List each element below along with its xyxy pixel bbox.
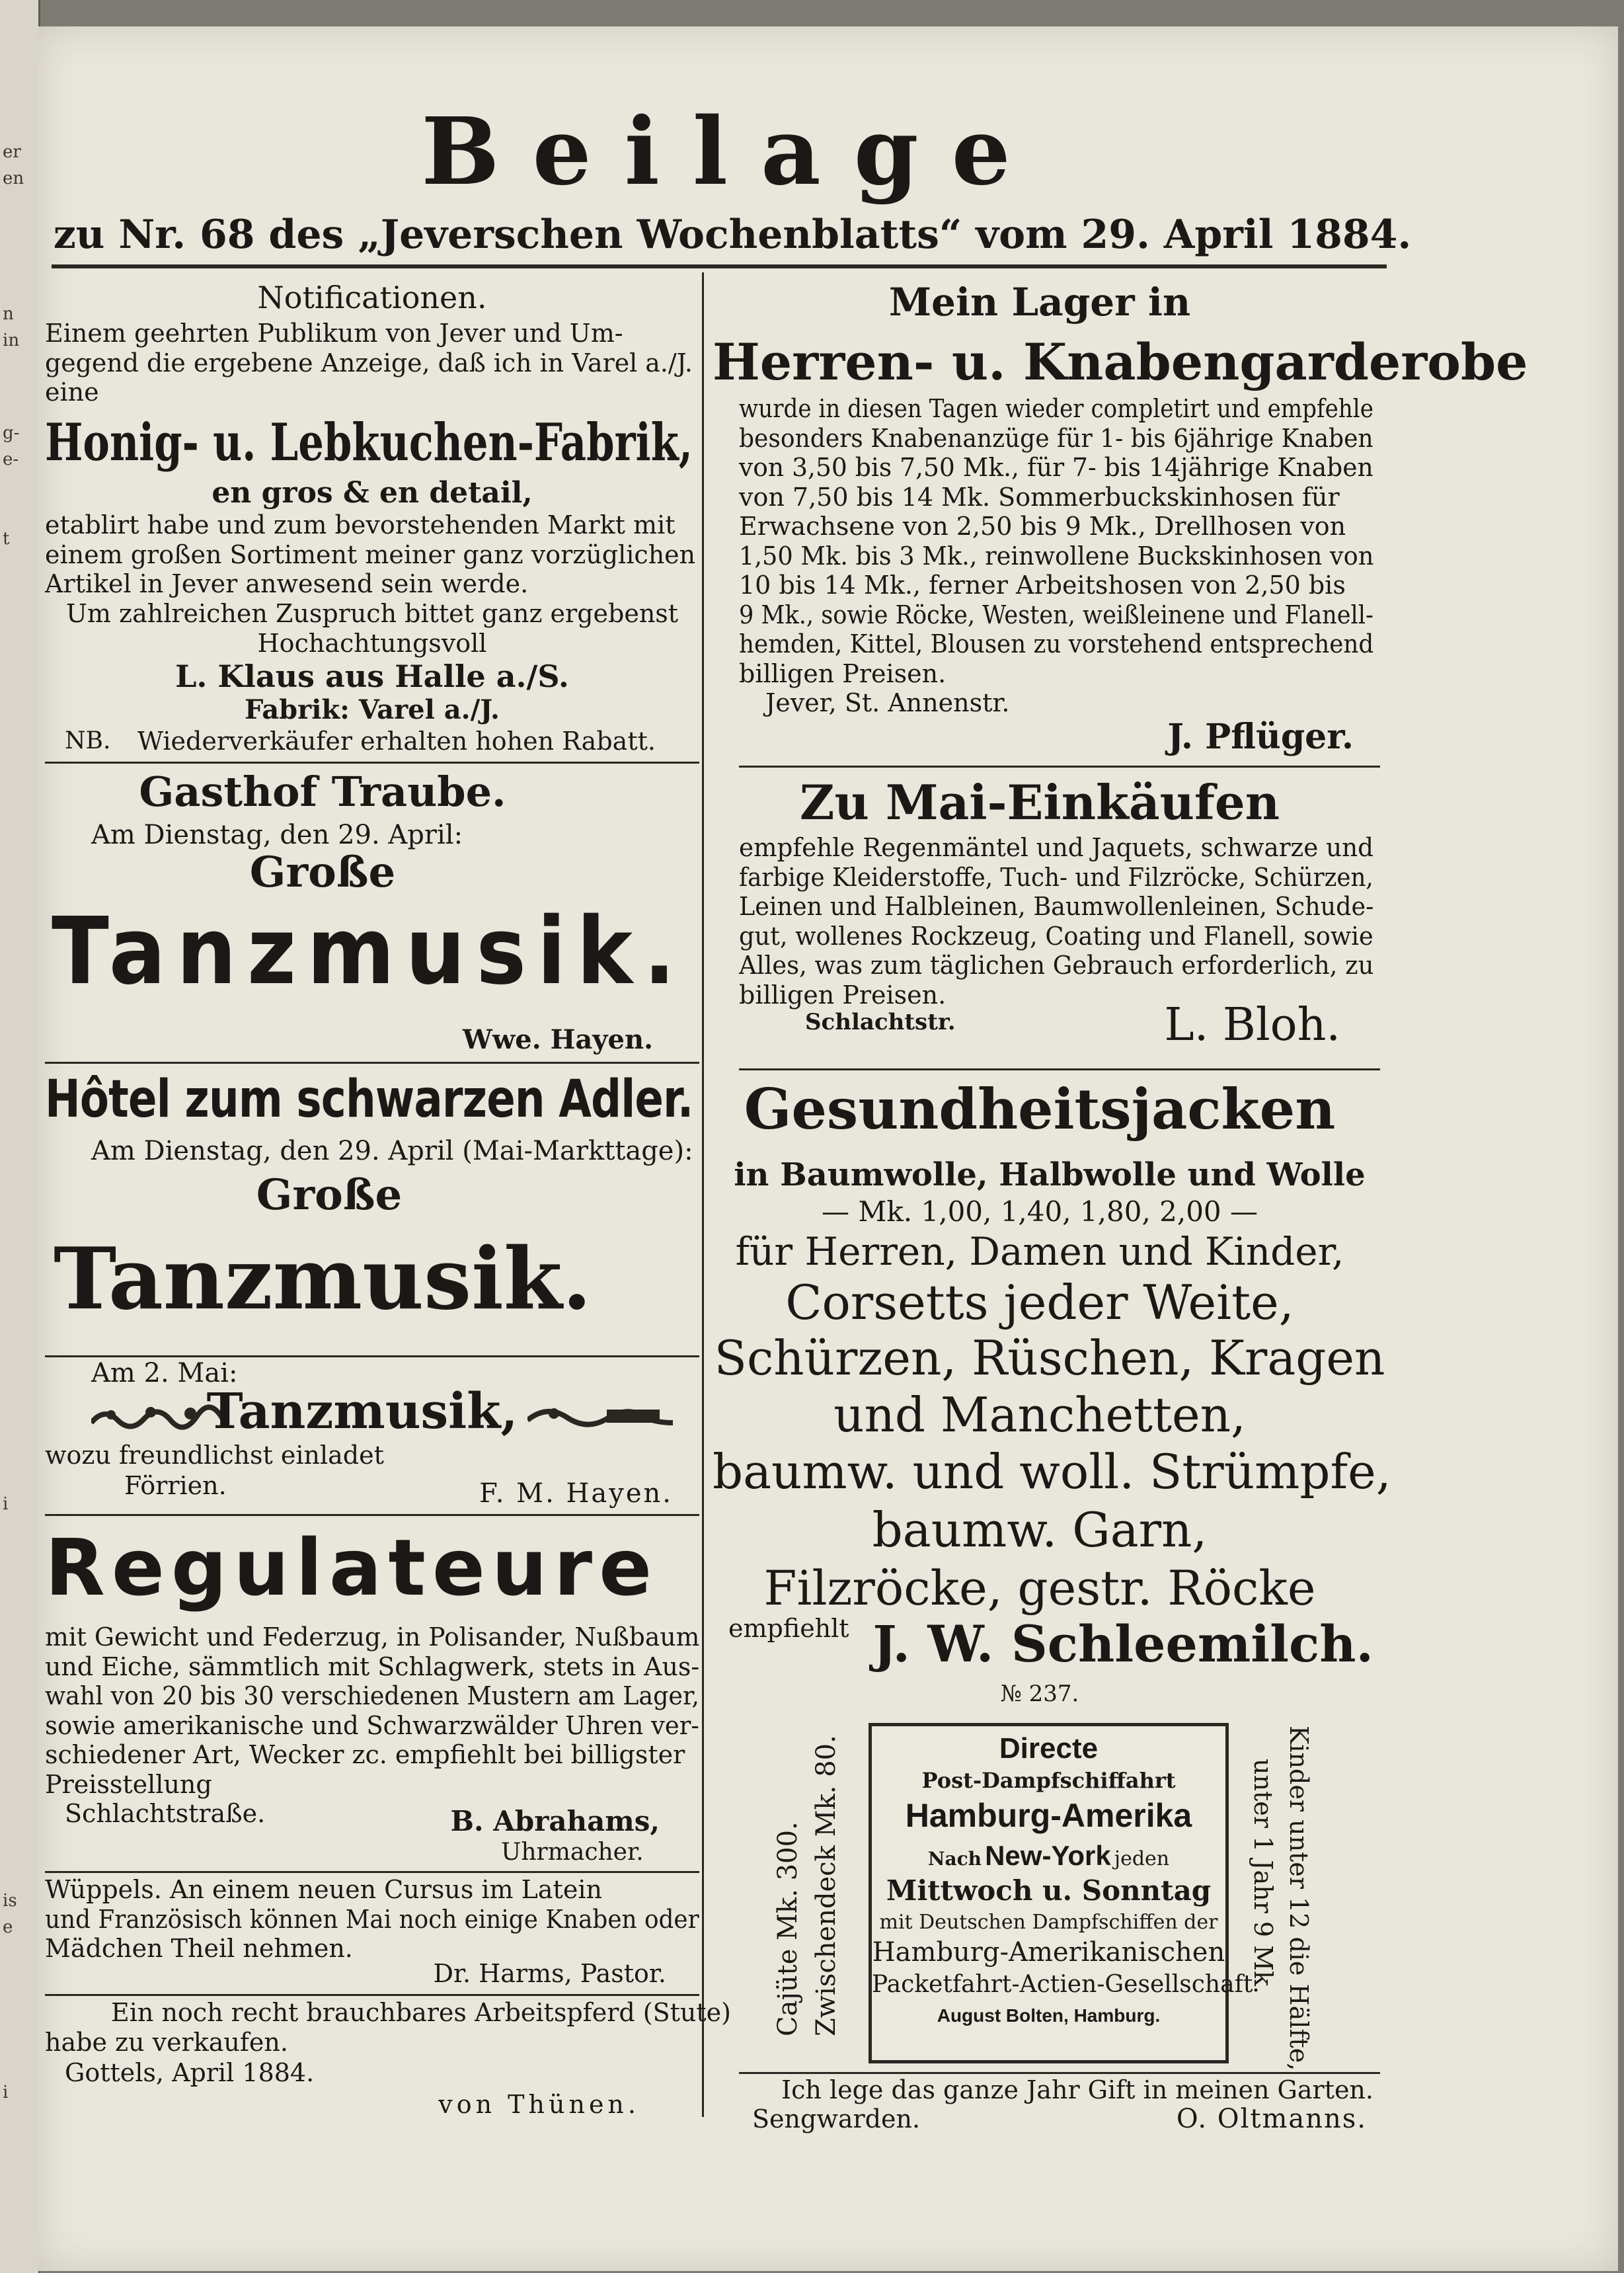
- schleemilch-prices: — Mk. 1,00, 1,40, 1,80, 2,00 —: [821, 1195, 1258, 1228]
- binding-fragment: is: [3, 1891, 17, 1911]
- binding-fragment: i: [3, 2083, 9, 2102]
- adler-heading: Hôtel zum schwarzen Adler.: [45, 1070, 693, 1129]
- traube-date: Am Dienstag, den 29. April:: [91, 820, 463, 850]
- pflueger-line: besonders Knabenanzüge für 1- bis 6jährige Knaben: [739, 423, 1373, 453]
- binding-fragment: in: [3, 331, 20, 350]
- ship-l9: August Bolten, Hamburg.: [937, 2005, 1161, 2026]
- bloh-line: Alles, was zum täglichen Gebrauch erforderlich, zu: [739, 951, 1374, 980]
- traube-heading: Gasthof Traube.: [139, 768, 506, 816]
- ship-infant-price: unter 1 Jahr 9 Mk.: [1249, 1759, 1278, 1995]
- wueppels-signer: Dr. Harms, Pastor.: [433, 1959, 666, 1988]
- regul-signer-title: Uhrmacher.: [501, 1839, 644, 1866]
- notif-intro: [45, 319, 693, 407]
- ship-l2: Post-Dampfschiffahrt: [921, 1768, 1176, 1793]
- ship-ad-box: [869, 1723, 1253, 2063]
- pflueger-top: Mein Lager in: [888, 280, 1191, 325]
- ship-cabin-price: Cajüte Mk. 300.: [773, 1821, 803, 2036]
- ship-children-half: Kinder unter 12 die Hälfte,: [1284, 1726, 1313, 2071]
- bloh-heading: Zu Mai-Einkäufen: [799, 774, 1280, 830]
- ornament-right: [527, 1400, 673, 1432]
- schleemilch-signer: J. W. Schleemilch.: [872, 1615, 1373, 1673]
- bloh-line: billigen Preisen.: [739, 980, 947, 1010]
- bloh-place: Schlachtstr.: [805, 1009, 956, 1035]
- notif-body-line: etablirt habe und zum bevorstehenden Markt mit: [45, 510, 676, 539]
- pferd-body: [45, 1998, 731, 2057]
- bloh-signer: L. Bloh.: [1164, 999, 1340, 1051]
- section-divider: [45, 1062, 699, 1064]
- notif-nb-text: Wiederverkäufer erhalten hohen Rabatt.: [137, 727, 656, 756]
- schleemilch-l3: Schürzen, Rüschen, Kragen: [714, 1330, 1385, 1386]
- notif-body-line: Artikel in Jever anwesend sein werde.: [45, 569, 529, 598]
- schleemilch-l5: baumw. und woll. Strümpfe,: [713, 1444, 1391, 1499]
- notif-intro-line: gegend die ergebene Anzeige, daß ich in Varel a./J.: [45, 348, 693, 378]
- ship-l1: Directe: [999, 1732, 1099, 1765]
- mai2-date: Am 2. Mai:: [91, 1358, 238, 1388]
- bloh-body: [739, 833, 1373, 1010]
- ship-l4c: jeden: [1114, 1847, 1170, 1870]
- section-divider: [739, 766, 1380, 768]
- ship-l4: [872, 1840, 1225, 1878]
- ship-left-vertical: [765, 1719, 865, 2050]
- pferd-place: Gottels, April 1884.: [65, 2058, 315, 2087]
- ornament-right-icon: [527, 1400, 673, 1432]
- notif-gros: en gros & en detail,: [212, 476, 533, 510]
- oltmanns-line: Ich lege das ganze Jahr Gift in meinen Garten.: [781, 2075, 1373, 2104]
- binding-fragment: e-: [3, 450, 19, 469]
- section-divider: [45, 1514, 699, 1516]
- binding-fragment: en: [3, 169, 24, 188]
- notif-intro-line: eine: [45, 378, 99, 407]
- pflueger-signer: J. Pflüger.: [1167, 717, 1354, 757]
- pflueger-body: [739, 394, 1373, 688]
- masthead-subtitle: zu Nr. 68 des „Jeverschen Wochenblatts“ vom 29. April 1884.: [53, 212, 1412, 258]
- notif-factory: Fabrik: Varel a./J.: [245, 694, 500, 725]
- section-divider: [45, 762, 699, 764]
- schleemilch-l2: Corsetts jeder Weite,: [785, 1275, 1294, 1330]
- pflueger-line: von 3,50 bis 7,50 Mk., für 7- bis 14jährige Knaben: [739, 453, 1373, 482]
- traube-signer: Wwe. Hayen.: [462, 1024, 653, 1055]
- pflueger-line: hemden, Kittel, Blousen zu vorstehend entsprechend: [739, 629, 1374, 658]
- binding-fragment: i: [3, 1494, 9, 1514]
- regul-heading: Regulateure: [45, 1522, 659, 1613]
- ship-l3: Hamburg-Amerika: [905, 1797, 1192, 1834]
- ship-number: № 237.: [1000, 1681, 1079, 1707]
- oltmanns-signer: O. Oltmanns.: [1176, 2104, 1367, 2134]
- mai2-line1: wozu freundlichst einladet: [45, 1441, 384, 1470]
- notif-body-line: einem großen Sortiment meiner ganz vorzüglichen: [45, 539, 696, 569]
- notif-nb-label: NB.: [65, 727, 111, 754]
- wueppels-body: [45, 1875, 699, 1964]
- notif-body: [45, 510, 699, 599]
- notif-heading: Notificationen.: [257, 280, 487, 315]
- notif-big-title: Honig- u. Lebkuchen-Fabrik,: [45, 413, 693, 473]
- regul-place: Schlachtstraße.: [65, 1799, 266, 1828]
- adler-date: Am Dienstag, den 29. April (Mai-Markttage):: [91, 1136, 693, 1166]
- section-divider: [739, 2072, 1380, 2074]
- book-binding: [0, 0, 40, 2273]
- pferd-line: Ein noch recht brauchbares Arbeitspferd (Stute): [111, 1998, 731, 2027]
- pferd-signer: von Thünen.: [438, 2090, 640, 2119]
- pflueger-big: Herren- u. Knabengarderobe: [713, 333, 1528, 391]
- ship-l4a: Nach: [927, 1848, 982, 1870]
- ship-right-vertical: [1248, 1719, 1347, 2071]
- bloh-line: gut, wollenes Rockzeug, Coating und Flanell, sowie: [739, 921, 1373, 951]
- schleemilch-sub: in Baumwolle, Halbwolle und Wolle: [734, 1156, 1366, 1193]
- schleemilch-l6: baumw. Garn,: [872, 1502, 1208, 1558]
- pflueger-line: wurde in diesen Tagen wieder completirt und empfehle: [739, 394, 1373, 423]
- schleemilch-l1: für Herren, Damen und Kinder,: [735, 1229, 1344, 1274]
- masthead-title: Beilage: [421, 98, 1044, 206]
- bloh-line: Leinen und Halbleinen, Baumwollenleinen, Schude-: [739, 892, 1374, 921]
- adler-big: Tanzmusik.: [53, 1230, 592, 1329]
- newspaper-page: [38, 26, 1618, 2271]
- traube-big: Tanzmusik.: [52, 898, 687, 1006]
- binding-fragment: t: [3, 529, 10, 549]
- mai2-place: Förrien.: [124, 1471, 227, 1500]
- wueppels-line: Mädchen Theil nehmen.: [45, 1934, 353, 1963]
- ship-l4b: New-York: [985, 1840, 1111, 1871]
- regul-body: [45, 1622, 699, 1799]
- regul-line: sowie amerikanische und Schwarzwälder Uhren ver-: [45, 1710, 699, 1740]
- binding-fragment: n: [3, 304, 14, 324]
- ship-l5: Mittwoch u. Sonntag: [886, 1874, 1212, 1907]
- ship-l8: Packetfahrt-Actien-Gesellschaft: [872, 1971, 1253, 1998]
- binding-fragment: g-: [3, 423, 20, 443]
- column-separator: [702, 272, 704, 2117]
- notif-closing-line: Hochachtungsvoll: [257, 628, 487, 658]
- bloh-line: farbige Kleiderstoffe, Tuch- und Filzröcke, Schürzen,: [739, 862, 1373, 892]
- pflueger-line: Erwachsene von 2,50 bis 9 Mk., Drellhosen von: [739, 512, 1346, 541]
- regul-line: und Eiche, sämmtlich mit Schlagwerk, stets in Aus-: [45, 1652, 700, 1681]
- bloh-line: empfehle Regenmäntel und Jaquets, schwarze und: [739, 833, 1374, 862]
- regul-line: wahl von 20 bis 30 verschiedenen Mustern am Lager,: [45, 1681, 699, 1710]
- schleemilch-l7: Filzröcke, gestr. Röcke: [763, 1560, 1316, 1616]
- pflueger-place: Jever, St. Annenstr.: [765, 688, 1010, 717]
- section-divider: [739, 1068, 1380, 1070]
- pferd-line: habe zu verkaufen.: [45, 2027, 288, 2057]
- regul-line: schiedener Art, Wecker zc. empfiehlt bei billigster: [45, 1740, 685, 1769]
- mai2-big: Tanzmusik,: [206, 1383, 518, 1440]
- ship-steerage-price: Zwischendeck Mk. 80.: [811, 1735, 841, 2036]
- schleemilch-l4: und Manchetten,: [833, 1387, 1246, 1443]
- ship-l7: Hamburg-Amerikanischen: [872, 1937, 1225, 1968]
- wueppels-line: und Französisch können Mai noch einige Knaben oder: [45, 1904, 699, 1934]
- notif-closing: [45, 599, 699, 658]
- schleemilch-heading: Gesundheitsjacken: [744, 1076, 1336, 1142]
- pflueger-line: 10 bis 14 Mk., ferner Arbeitshosen von 2,50 bis: [739, 571, 1346, 600]
- ship-l6: mit Deutschen Dampfschiffen der: [879, 1911, 1218, 1934]
- oltmanns-place: Sengwarden.: [752, 2104, 921, 2133]
- regul-line: mit Gewicht und Federzug, in Polisander, Nußbaum: [45, 1622, 700, 1652]
- wueppels-line: Wüppels. An einem neuen Cursus im Latein: [45, 1875, 602, 1904]
- pflueger-line: 1,50 Mk. bis 3 Mk., reinwollene Buckskinhosen von: [739, 541, 1374, 571]
- notif-intro-line: Einem geehrten Publikum von Jever und Um-: [45, 319, 623, 348]
- binding-fragment: er: [3, 142, 21, 162]
- section-divider: [45, 1994, 699, 1996]
- pflueger-line: 9 Mk., sowie Röcke, Westen, weißleinene und Flanell-: [739, 600, 1373, 629]
- schleemilch-empf: empfiehlt: [728, 1614, 849, 1643]
- regul-signer: B. Abrahams,: [450, 1805, 660, 1837]
- notif-closing-line: Um zahlreichen Zuspruch bittet ganz ergebenst: [65, 599, 679, 628]
- pflueger-line: billigen Preisen.: [739, 658, 947, 688]
- notif-signer: L. Klaus aus Halle a./S.: [175, 658, 569, 694]
- adler-grosse: Große: [256, 1170, 403, 1220]
- traube-grosse: Große: [249, 848, 396, 897]
- regul-line: Preisstellung: [45, 1769, 212, 1799]
- masthead-rule: [52, 264, 1387, 268]
- section-divider: [45, 1871, 699, 1873]
- pflueger-line: von 7,50 bis 14 Mk. Sommerbuckskinhosen für: [739, 482, 1340, 512]
- binding-fragment: e: [3, 1917, 13, 1937]
- mai2-signer: F. M. Hayen.: [479, 1478, 673, 1509]
